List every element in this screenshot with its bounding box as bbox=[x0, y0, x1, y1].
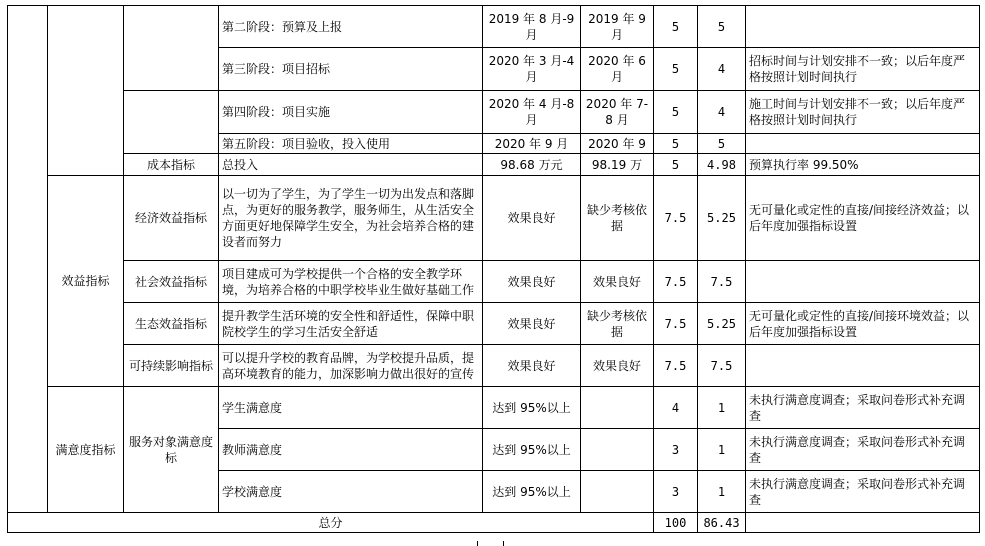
actual-value: 缺少考核依据 bbox=[581, 303, 654, 345]
score-value: 4.98 bbox=[698, 154, 746, 176]
weight-value: 5 bbox=[654, 91, 698, 134]
total-score: 86.43 bbox=[698, 513, 746, 533]
weight-value: 5 bbox=[654, 134, 698, 154]
indicator-content: 提升教学生活环境的安全性和舒适性，保障中职院校学生的学习生活安全舒适 bbox=[219, 303, 483, 345]
deduction-note: 预算执行率 99.50% bbox=[746, 154, 980, 176]
score-value: 5.25 bbox=[698, 303, 746, 345]
indicator-content: 第三阶段：项目招标 bbox=[219, 48, 483, 91]
table-row bbox=[8, 261, 980, 303]
indicator-content: 教师满意度 bbox=[219, 429, 483, 471]
deduction-note: 无可量化或定性的直接/间接经济效益；以后年度加强指标设置 bbox=[746, 176, 980, 261]
deduction-note: 招标时间与计划安排不一致；以后年度严格按照计划时间执行 bbox=[746, 48, 980, 91]
actual-value bbox=[581, 429, 654, 471]
weight-value: 5 bbox=[654, 154, 698, 176]
ecological-indicator-label: 生态效益指标 bbox=[124, 303, 219, 345]
table-row bbox=[8, 345, 980, 387]
cost-indicator-label: 成本指标 bbox=[124, 154, 219, 176]
top-level-blank-cell bbox=[8, 6, 48, 513]
total-label: 总分 bbox=[8, 513, 654, 533]
deduction-note bbox=[746, 261, 980, 303]
deduction-note bbox=[746, 345, 980, 387]
score-value: 1 bbox=[698, 471, 746, 513]
weight-value: 5 bbox=[654, 48, 698, 91]
actual-value: 2020 年 6 月 bbox=[581, 48, 654, 91]
planned-value: 2020 年 4 月-8 月 bbox=[483, 91, 581, 134]
deduction-note: 无可量化或定性的直接/间接环境效益；以后年度加强指标设置 bbox=[746, 303, 980, 345]
service-satisfaction-label: 服务对象满意度标 bbox=[124, 387, 219, 513]
actual-value: 2020 年 9 bbox=[581, 134, 654, 154]
indicator-content: 第二阶段：预算及上报 bbox=[219, 6, 483, 48]
table-row bbox=[8, 91, 980, 134]
indicator-content: 第四阶段：项目实施 bbox=[219, 91, 483, 134]
table-row bbox=[8, 303, 980, 345]
indicator-content: 以一切为了学生，为了学生一切为出发点和落脚点，为更好的服务教学，服务师生，从生活安全方面更好地保障学生安全，为社会培养合格的建设者而努力 bbox=[219, 176, 483, 261]
table-row bbox=[8, 154, 980, 176]
actual-value bbox=[581, 387, 654, 429]
planned-value: 2019 年 8 月-9 月 bbox=[483, 6, 581, 48]
actual-value: 98.19 万 bbox=[581, 154, 654, 176]
deduction-note: 未执行满意度调查；采取问卷形式补充调查 bbox=[746, 387, 980, 429]
score-value: 4 bbox=[698, 91, 746, 134]
actual-value: 2019 年 9 月 bbox=[581, 6, 654, 48]
weight-value: 4 bbox=[654, 387, 698, 429]
planned-value: 2020 年 3 月-4 月 bbox=[483, 48, 581, 91]
planned-value: 达到 95%以上 bbox=[483, 429, 581, 471]
score-value: 7.5 bbox=[698, 345, 746, 387]
weight-value: 3 bbox=[654, 471, 698, 513]
social-indicator-label: 社会效益指标 bbox=[124, 261, 219, 303]
actual-value: 效果良好 bbox=[581, 345, 654, 387]
score-value: 1 bbox=[698, 387, 746, 429]
weight-value: 3 bbox=[654, 429, 698, 471]
score-value: 5.25 bbox=[698, 176, 746, 261]
weight-value: 5 bbox=[654, 6, 698, 48]
total-row bbox=[8, 513, 980, 533]
table-row bbox=[8, 6, 980, 48]
total-weight: 100 bbox=[654, 513, 698, 533]
indicator-content: 学生满意度 bbox=[219, 387, 483, 429]
deduction-note: 未执行满意度调查；采取问卷形式补充调查 bbox=[746, 471, 980, 513]
indicator-content: 第五阶段：项目验收，投入使用 bbox=[219, 134, 483, 154]
planned-value: 98.68 万元 bbox=[483, 154, 581, 176]
indicator-content: 学校满意度 bbox=[219, 471, 483, 513]
score-value: 5 bbox=[698, 134, 746, 154]
deduction-note bbox=[746, 6, 980, 48]
indicator-content: 总投入 bbox=[219, 154, 483, 176]
planned-value: 效果良好 bbox=[483, 345, 581, 387]
score-value: 5 bbox=[698, 6, 746, 48]
weight-value: 7.5 bbox=[654, 303, 698, 345]
second-level-blank-cell bbox=[124, 6, 219, 91]
table-row bbox=[8, 176, 980, 261]
indicator-content: 可以提升学校的教育品牌，为学校提升品质，提高环境教育的能力，加深影响力做出很好的宣传 bbox=[219, 345, 483, 387]
weight-value: 7.5 bbox=[654, 176, 698, 261]
table-row bbox=[8, 387, 980, 429]
planned-value: 达到 95%以上 bbox=[483, 387, 581, 429]
score-value: 4 bbox=[698, 48, 746, 91]
planned-value: 效果良好 bbox=[483, 303, 581, 345]
planned-value: 效果良好 bbox=[483, 176, 581, 261]
actual-value bbox=[581, 471, 654, 513]
deduction-note: 施工时间与计划安排不一致；以后年度严格按照计划时间执行 bbox=[746, 91, 980, 134]
actual-value: 效果良好 bbox=[581, 261, 654, 303]
planned-value: 达到 95%以上 bbox=[483, 471, 581, 513]
performance-table bbox=[7, 5, 980, 533]
page-edge-mark bbox=[477, 541, 478, 546]
planned-value: 2020 年 9 月 bbox=[483, 134, 581, 154]
total-note bbox=[746, 513, 980, 533]
deduction-note bbox=[746, 134, 980, 154]
weight-value: 7.5 bbox=[654, 261, 698, 303]
deduction-note: 未执行满意度调查；采取问卷形式补充调查 bbox=[746, 429, 980, 471]
indicator-content: 项目建成可为学校提供一个合格的安全教学环境，为培养合格的中职学校毕业生做好基础工作 bbox=[219, 261, 483, 303]
benefit-category-label: 效益指标 bbox=[48, 176, 124, 387]
score-value: 7.5 bbox=[698, 261, 746, 303]
economic-indicator-label: 经济效益指标 bbox=[124, 176, 219, 261]
planned-value: 效果良好 bbox=[483, 261, 581, 303]
page-edge-mark bbox=[503, 541, 504, 546]
sustainability-indicator-label: 可持续影响指标 bbox=[124, 345, 219, 387]
first-level-category-cell bbox=[48, 6, 124, 176]
actual-value: 缺少考核依据 bbox=[581, 176, 654, 261]
actual-value: 2020 年 7-8 月 bbox=[581, 91, 654, 134]
weight-value: 7.5 bbox=[654, 345, 698, 387]
second-level-blank-cell bbox=[124, 91, 219, 154]
satisfaction-category-label: 满意度指标 bbox=[48, 387, 124, 513]
score-value: 1 bbox=[698, 429, 746, 471]
